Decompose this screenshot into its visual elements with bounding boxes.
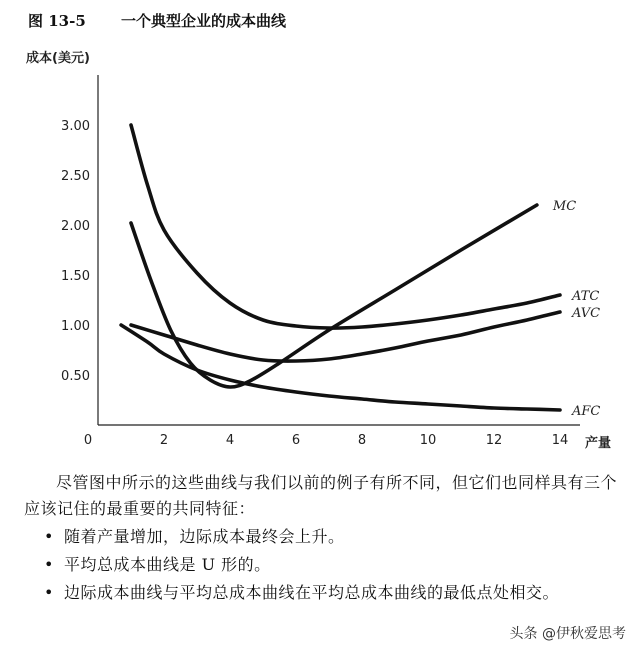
list-item-text: 平均总成本曲线是 U 形的。 (64, 555, 271, 574)
curve-label-atc: ATC (572, 289, 600, 304)
bullet-icon: • (44, 527, 54, 546)
x-tick-label: 0 (83, 433, 93, 448)
x-tick-label: 4 (225, 433, 235, 448)
figure-number: 图 13-5 (28, 12, 86, 30)
body-text (24, 470, 632, 608)
x-tick-label: 12 (485, 433, 503, 448)
curves (121, 125, 560, 410)
x-tick-label: 2 (159, 433, 169, 448)
x-tick-label: 6 (291, 433, 301, 448)
bullet-icon: • (44, 555, 54, 574)
watermark: 头条 @伊秋爱思考 (509, 626, 626, 642)
bullet-icon: • (44, 583, 54, 602)
x-axis-title: 产量 (585, 436, 612, 451)
y-tick-label: 1.50 (61, 269, 90, 284)
y-tick-label: 1.00 (61, 319, 90, 334)
intro-paragraph: 尽管图中所示的这些曲线与我们以前的例子有所不同，但它们也同样具有三个应该记住的最重要的共同特征： (24, 473, 618, 518)
list-item-text: 边际成本曲线与平均总成本曲线在平均总成本曲线的最低点处相交。 (64, 583, 560, 602)
list-item (24, 524, 632, 550)
tick-labels (61, 119, 568, 448)
curve-label-afc: AFC (572, 404, 601, 419)
y-tick-label: 2.50 (61, 169, 90, 184)
x-tick-label: 8 (357, 433, 367, 448)
list-item (24, 580, 632, 606)
curve-labels (552, 199, 601, 419)
curve-label-mc: MC (552, 199, 577, 214)
figure-title: 一个典型企业的成本曲线 (121, 12, 287, 30)
y-tick-label: 3.00 (61, 119, 90, 134)
curve-afc (121, 325, 560, 410)
y-tick-label: 0.50 (61, 369, 90, 384)
x-tick-label: 14 (551, 433, 569, 448)
y-tick-label: 2.00 (61, 219, 90, 234)
feature-list (24, 524, 632, 606)
curve-label-avc: AVC (572, 306, 601, 321)
curve-atc (131, 125, 560, 328)
y-axis-title: 成本(美元) (26, 51, 90, 66)
list-item-text: 随着产量增加，边际成本最终会上升。 (64, 527, 345, 546)
x-tick-label: 10 (419, 433, 437, 448)
list-item (24, 552, 632, 578)
